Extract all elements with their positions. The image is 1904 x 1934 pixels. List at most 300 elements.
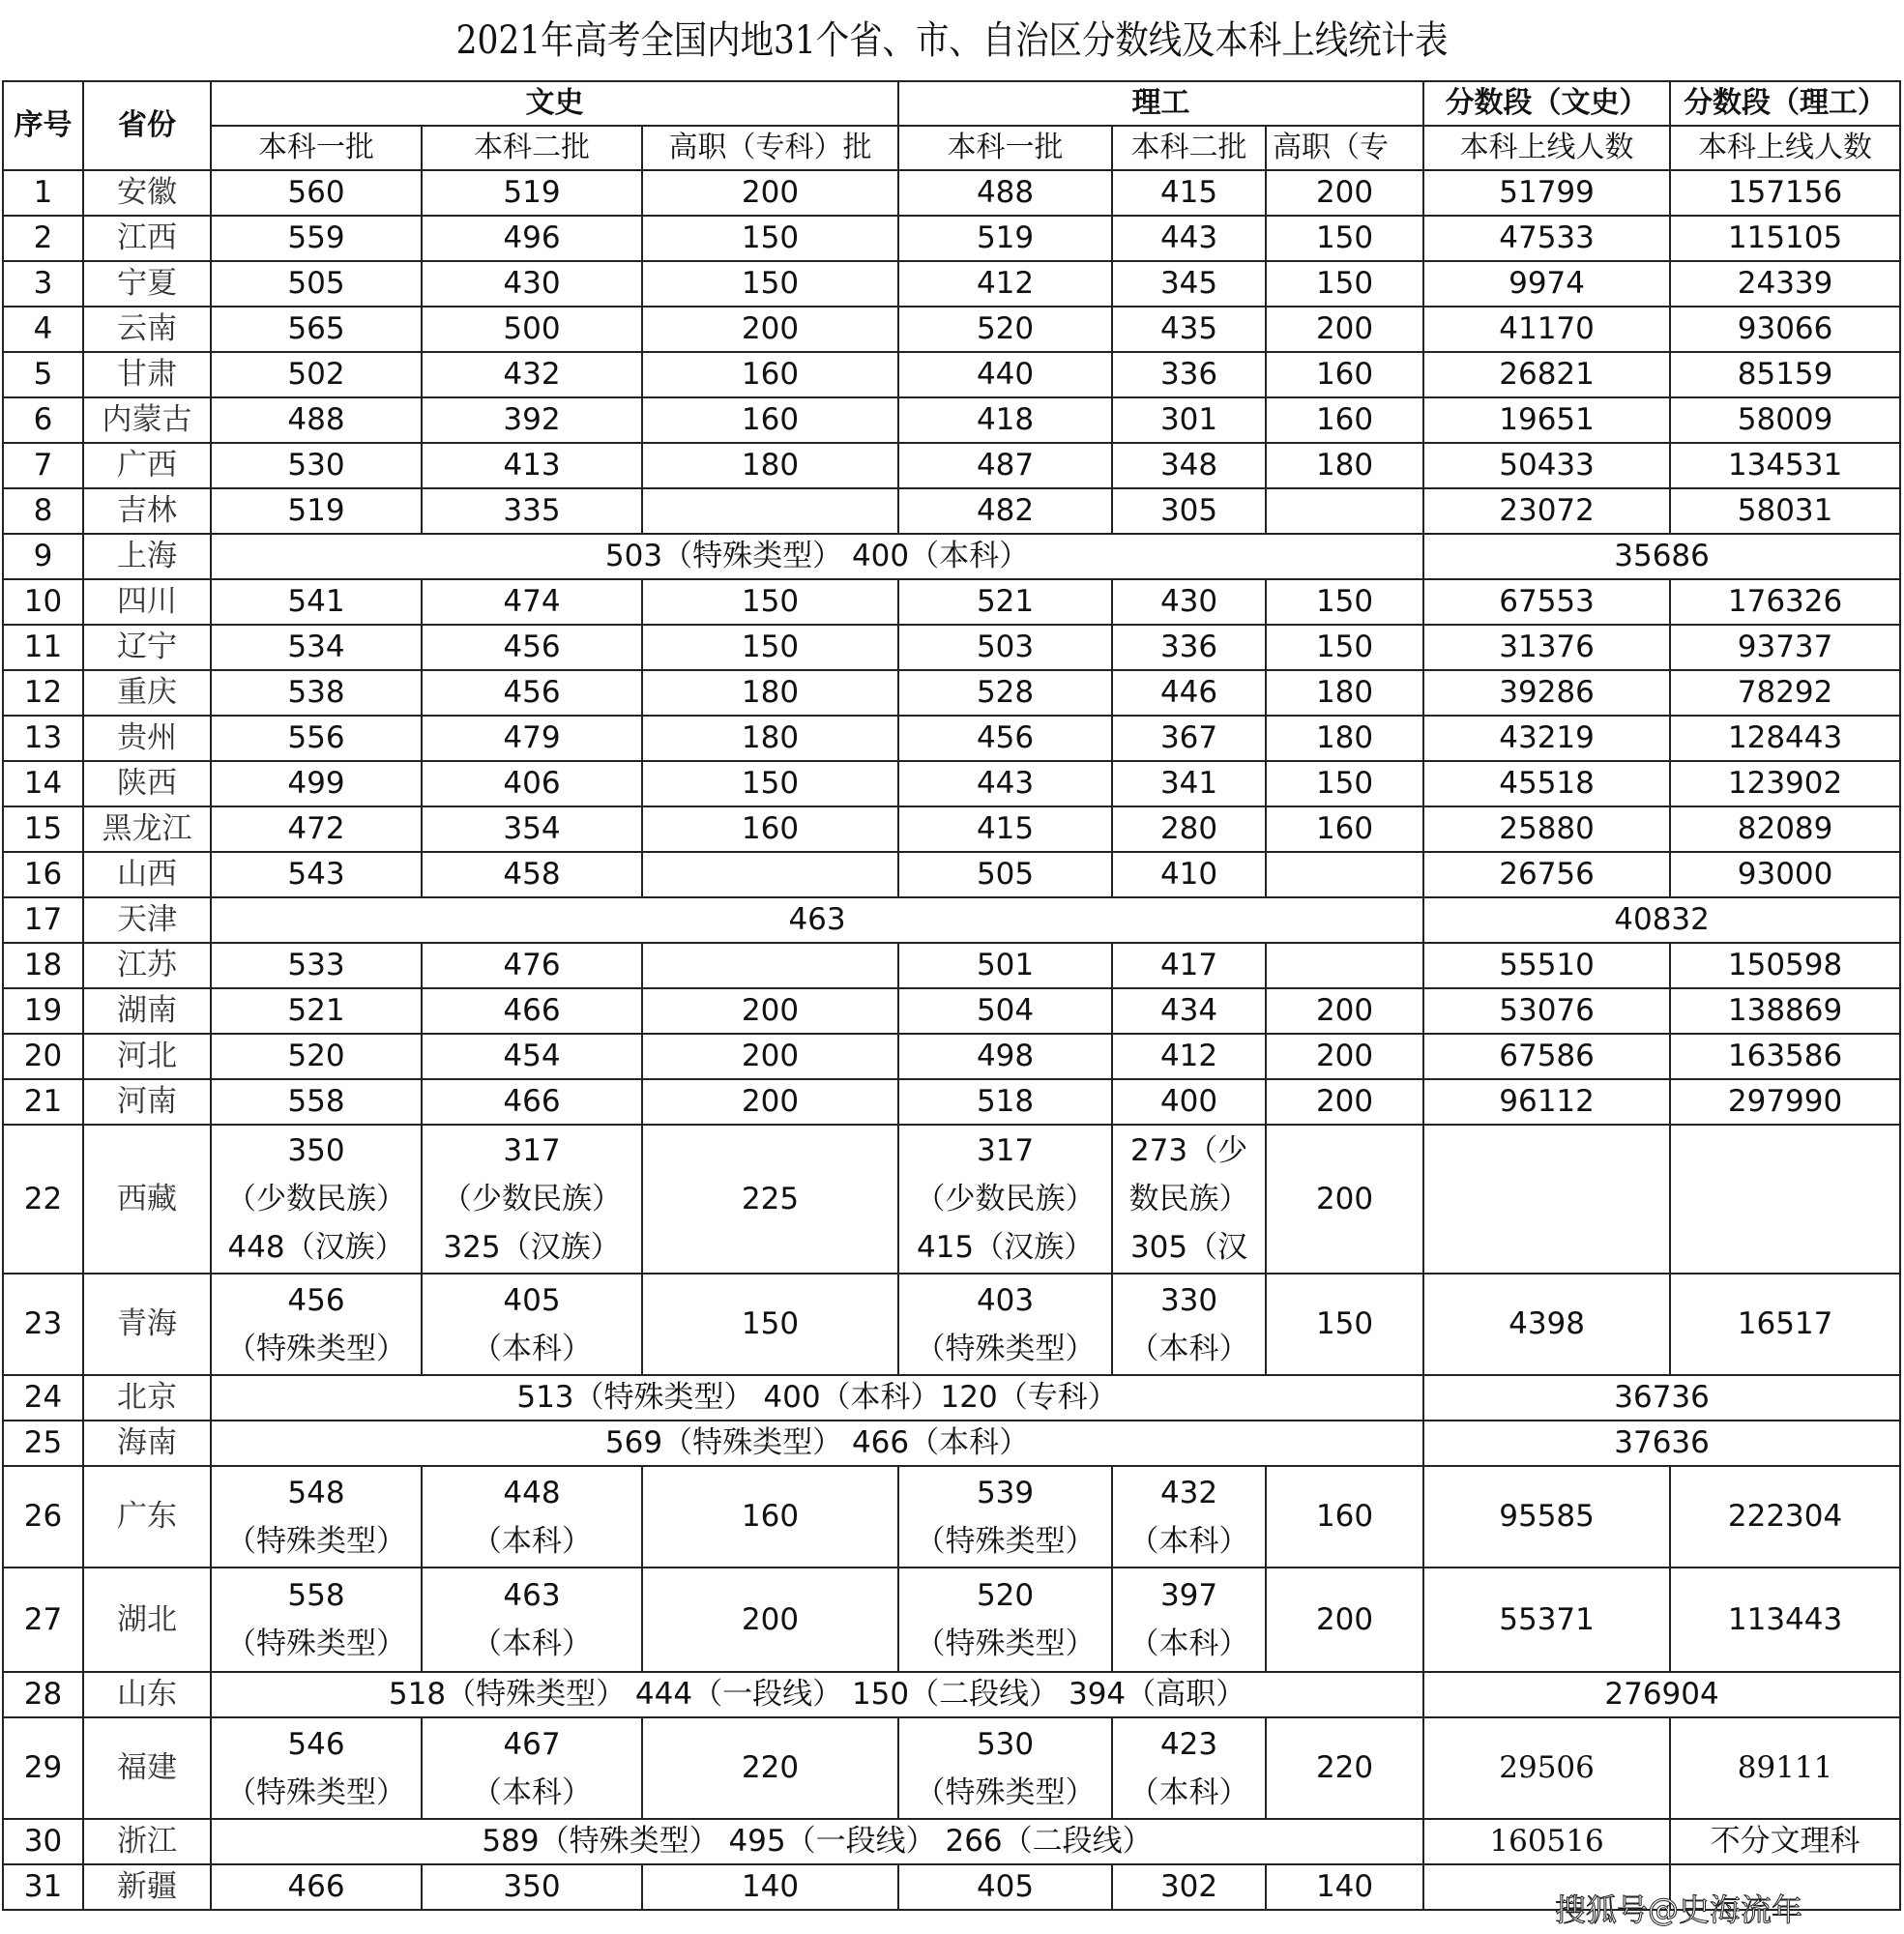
row-province: 广东 (83, 1466, 211, 1568)
row-ws-gaozhi: 160 (642, 1466, 898, 1568)
row-lg-batch2: 301 (1112, 397, 1266, 443)
row-ws-gaozhi: 200 (642, 170, 898, 216)
row-seq: 8 (3, 488, 83, 534)
row-ws-batch1: 543 (211, 852, 422, 897)
row-count-wenshi: 4398 (1423, 1274, 1670, 1375)
row-ws-batch1: 505 (211, 261, 422, 307)
row-count-ligong: 24339 (1670, 261, 1900, 307)
row-merged-count: 36736 (1423, 1375, 1900, 1421)
row-count-ligong: 150598 (1670, 943, 1900, 988)
row-lg-batch2 (1112, 1568, 1266, 1672)
row-lg-batch1: 412 (898, 261, 1112, 307)
table-row (3, 1568, 1900, 1672)
row-ws-gaozhi: 150 (642, 625, 898, 670)
row-count-ligong: 93737 (1670, 625, 1900, 670)
row-province: 上海 (83, 534, 211, 579)
row-lg-batch1: 443 (898, 761, 1112, 806)
row-lg-batch1: 487 (898, 443, 1112, 488)
row-lg-batch2-line: （本科） (1128, 1626, 1249, 1661)
row-lg-gaozhi: 200 (1266, 1568, 1423, 1672)
row-ws-batch2-line: （少数民族） (442, 1182, 622, 1216)
row-province: 吉林 (83, 488, 211, 534)
row-lg-batch2: 345 (1112, 261, 1266, 307)
row-seq: 11 (3, 625, 83, 670)
table-row (3, 988, 1900, 1034)
table-row (3, 352, 1900, 397)
row-ws-batch1-line: （特殊类型） (226, 1774, 406, 1810)
row-seq: 14 (3, 761, 83, 806)
table-row (3, 670, 1900, 716)
header-seq: 序号 (3, 81, 83, 170)
row-lg-gaozhi: 160 (1266, 397, 1423, 443)
row-lg-batch1: 482 (898, 488, 1112, 534)
row-lg-batch2: 341 (1112, 761, 1266, 806)
row-ws-batch1-line: （特殊类型） (226, 1523, 406, 1559)
row-province: 湖北 (83, 1568, 211, 1672)
row-ws-batch2: 406 (422, 761, 642, 806)
row-lg-batch1-line: （特殊类型） (915, 1626, 1096, 1661)
row-seq: 25 (3, 1421, 83, 1466)
row-lg-batch1: 418 (898, 397, 1112, 443)
row-merged-scores: 463 (211, 897, 1423, 943)
row-lg-gaozhi (1266, 943, 1423, 988)
row-lg-batch2: 435 (1112, 307, 1266, 352)
row-ws-batch2: 430 (422, 261, 642, 307)
row-count-wenshi: 39286 (1423, 670, 1670, 716)
row-ws-batch2: 392 (422, 397, 642, 443)
table-row (3, 761, 1900, 806)
row-lg-batch2: 305 (1112, 488, 1266, 534)
row-seq: 29 (3, 1717, 83, 1819)
row-lg-batch1: 456 (898, 716, 1112, 761)
row-count-ligong: 138869 (1670, 988, 1900, 1034)
row-seq: 5 (3, 352, 83, 397)
row-count-wenshi: 95585 (1423, 1466, 1670, 1568)
row-ws-batch1-line: 350 (287, 1133, 345, 1168)
row-seq: 19 (3, 988, 83, 1034)
row-province: 江西 (83, 216, 211, 261)
row-lg-gaozhi: 140 (1266, 1864, 1423, 1910)
row-seq: 31 (3, 1864, 83, 1910)
row-ws-batch2: 456 (422, 670, 642, 716)
row-ws-gaozhi: 150 (642, 761, 898, 806)
row-lg-gaozhi: 150 (1266, 761, 1423, 806)
table-row (3, 1034, 1900, 1079)
header-lg-count: 本科上线人数 (1670, 126, 1900, 170)
row-lg-batch2 (1112, 1274, 1266, 1375)
row-ws-gaozhi: 160 (642, 397, 898, 443)
row-lg-gaozhi: 220 (1266, 1717, 1423, 1819)
row-ws-batch1-line: 448（汉族） (227, 1230, 405, 1265)
row-lg-batch2-line: 273（少 (1129, 1133, 1248, 1168)
row-lg-batch2: 400 (1112, 1079, 1266, 1125)
row-count-ligong: 163586 (1670, 1034, 1900, 1079)
row-lg-gaozhi: 150 (1266, 625, 1423, 670)
row-lg-batch1: 528 (898, 670, 1112, 716)
row-ws-batch2: 476 (422, 943, 642, 988)
row-ws-batch1-line: 548 (287, 1475, 345, 1510)
row-count-ligong: 82089 (1670, 806, 1900, 852)
row-ws-batch1: 534 (211, 625, 422, 670)
header-lg-gaozhi: 高职（专 (1266, 126, 1423, 170)
table-row (3, 307, 1900, 352)
header-lg-batch1: 本科一批 (898, 126, 1112, 170)
row-count-ligong: 113443 (1670, 1568, 1900, 1672)
row-province: 海南 (83, 1421, 211, 1466)
row-count-wenshi: 41170 (1423, 307, 1670, 352)
row-lg-batch1: 503 (898, 625, 1112, 670)
row-province: 辽宁 (83, 625, 211, 670)
row-lg-batch1: 501 (898, 943, 1112, 988)
row-seq: 4 (3, 307, 83, 352)
row-province: 湖南 (83, 988, 211, 1034)
table-row (3, 261, 1900, 307)
header-ws-gaozhi: 高职（专科）批 (642, 126, 898, 170)
row-count-wenshi: 53076 (1423, 988, 1670, 1034)
row-lg-batch1: 518 (898, 1079, 1112, 1125)
row-lg-gaozhi: 150 (1266, 579, 1423, 625)
row-ws-batch2: 458 (422, 852, 642, 897)
row-seq: 10 (3, 579, 83, 625)
row-lg-gaozhi: 200 (1266, 988, 1423, 1034)
row-ws-batch2: 456 (422, 625, 642, 670)
row-lg-batch2: 410 (1112, 852, 1266, 897)
row-count-ligong: 93066 (1670, 307, 1900, 352)
row-ws-gaozhi: 180 (642, 443, 898, 488)
row-lg-gaozhi: 200 (1266, 1125, 1423, 1274)
row-province: 陕西 (83, 761, 211, 806)
row-lg-gaozhi: 200 (1266, 170, 1423, 216)
row-count-wenshi: 67586 (1423, 1034, 1670, 1079)
row-ws-batch2-line: 325（汉族） (443, 1230, 621, 1265)
row-province: 浙江 (83, 1819, 211, 1864)
row-lg-batch1-line: 539 (976, 1475, 1035, 1510)
table-body (3, 170, 1900, 1910)
row-lg-batch2 (1112, 1717, 1266, 1819)
row-ws-gaozhi (642, 852, 898, 897)
row-lg-batch2: 348 (1112, 443, 1266, 488)
table-row (3, 1421, 1900, 1466)
header-ligong: 理工 (898, 81, 1423, 126)
row-merged-count: 40832 (1423, 897, 1900, 943)
row-lg-batch1-line: （特殊类型） (915, 1774, 1096, 1810)
row-lg-gaozhi (1266, 488, 1423, 534)
row-lg-gaozhi: 150 (1266, 261, 1423, 307)
row-ws-batch2-line: （本科） (472, 1331, 592, 1366)
row-ws-gaozhi (642, 943, 898, 988)
row-ws-batch2: 519 (422, 170, 642, 216)
row-lg-batch1: 415 (898, 806, 1112, 852)
row-lg-batch2: 280 (1112, 806, 1266, 852)
row-merged-count: 37636 (1423, 1421, 1900, 1466)
row-ws-batch2 (422, 1466, 642, 1568)
row-ws-batch2 (422, 1717, 642, 1819)
table-row (3, 1274, 1900, 1375)
row-ws-batch1: 556 (211, 716, 422, 761)
row-lg-gaozhi: 180 (1266, 443, 1423, 488)
header-wenshi: 文史 (211, 81, 898, 126)
row-province: 甘肃 (83, 352, 211, 397)
row-ws-batch2-line: 467 (503, 1726, 561, 1762)
row-ws-batch2: 479 (422, 716, 642, 761)
row-lg-gaozhi: 200 (1266, 1079, 1423, 1125)
table-row (3, 1672, 1900, 1717)
row-lg-batch1: 519 (898, 216, 1112, 261)
row-ws-gaozhi: 140 (642, 1864, 898, 1910)
row-ws-batch1-line: 456 (287, 1282, 345, 1318)
row-lg-batch2-line: 397 (1159, 1578, 1218, 1613)
row-ws-gaozhi: 180 (642, 716, 898, 761)
row-lg-batch2: 434 (1112, 988, 1266, 1034)
row-count-wenshi: 51799 (1423, 170, 1670, 216)
row-ws-batch2: 413 (422, 443, 642, 488)
row-ws-batch1: 565 (211, 307, 422, 352)
row-ws-gaozhi: 200 (642, 1568, 898, 1672)
row-province: 青海 (83, 1274, 211, 1375)
row-province: 广西 (83, 443, 211, 488)
row-count-ligong: 89111 (1670, 1717, 1900, 1819)
row-seq: 30 (3, 1819, 83, 1864)
row-seq: 22 (3, 1125, 83, 1274)
row-count-ligong: 297990 (1670, 1079, 1900, 1125)
row-lg-batch2: 417 (1112, 943, 1266, 988)
row-province: 山东 (83, 1672, 211, 1717)
row-count-wenshi: 67553 (1423, 579, 1670, 625)
row-lg-batch1: 488 (898, 170, 1112, 216)
row-lg-batch2 (1112, 1466, 1266, 1568)
header-fsd-ligong: 分数段（理工） (1670, 81, 1900, 126)
row-count-wenshi: 29506 (1423, 1717, 1670, 1819)
row-ws-batch2: 496 (422, 216, 642, 261)
row-seq: 3 (3, 261, 83, 307)
row-province: 重庆 (83, 670, 211, 716)
row-count-ligong: 58009 (1670, 397, 1900, 443)
row-lg-batch2-line: 432 (1159, 1475, 1218, 1510)
row-lg-batch2 (1112, 1125, 1266, 1274)
row-ws-batch1-line: 546 (287, 1726, 345, 1762)
row-ws-batch1: 519 (211, 488, 422, 534)
row-ws-batch2: 474 (422, 579, 642, 625)
row-ws-gaozhi: 200 (642, 307, 898, 352)
row-lg-gaozhi: 160 (1266, 806, 1423, 852)
row-count-wenshi: 47533 (1423, 216, 1670, 261)
row-lg-batch2: 367 (1112, 716, 1266, 761)
row-count-ligong: 176326 (1670, 579, 1900, 625)
row-ws-batch1: 502 (211, 352, 422, 397)
row-ws-gaozhi (642, 488, 898, 534)
row-lg-batch2-line: 423 (1159, 1726, 1218, 1762)
row-ws-batch2-line: （本科） (472, 1626, 592, 1661)
row-ws-gaozhi: 220 (642, 1717, 898, 1819)
row-lg-batch1: 440 (898, 352, 1112, 397)
row-count-wenshi: 160516 (1423, 1819, 1670, 1864)
row-ws-batch1: 530 (211, 443, 422, 488)
row-merged-scores: 518（特殊类型） 444（一段线） 150（二段线） 394（高职） (211, 1672, 1423, 1717)
row-ws-batch2-line: （本科） (472, 1774, 592, 1810)
row-merged-count: 276904 (1423, 1672, 1900, 1717)
row-province: 福建 (83, 1717, 211, 1819)
row-lg-batch2: 446 (1112, 670, 1266, 716)
row-count-wenshi: 9974 (1423, 261, 1670, 307)
row-seq: 12 (3, 670, 83, 716)
header-lg-batch2: 本科二批 (1112, 126, 1266, 170)
row-ws-batch1: 558 (211, 1079, 422, 1125)
row-lg-gaozhi: 150 (1266, 216, 1423, 261)
row-ws-batch1-line: （特殊类型） (226, 1331, 406, 1366)
row-ws-batch2: 335 (422, 488, 642, 534)
row-count-wenshi (1423, 1125, 1670, 1274)
table-row (3, 443, 1900, 488)
row-lg-batch2: 336 (1112, 625, 1266, 670)
row-count-wenshi: 55510 (1423, 943, 1670, 988)
row-lg-batch2-line: （本科） (1128, 1331, 1249, 1366)
row-lg-batch1: 405 (898, 1864, 1112, 1910)
row-ws-batch2 (422, 1568, 642, 1672)
row-lg-gaozhi: 200 (1266, 1034, 1423, 1079)
row-count-ligong (1670, 1125, 1900, 1274)
row-lg-batch1 (898, 1274, 1112, 1375)
table-row (3, 534, 1900, 579)
row-lg-gaozhi: 150 (1266, 1274, 1423, 1375)
header-province: 省份 (83, 81, 211, 170)
row-count-wenshi: 23072 (1423, 488, 1670, 534)
row-lg-batch2: 430 (1112, 579, 1266, 625)
table-row (3, 1819, 1900, 1864)
row-ws-batch2: 500 (422, 307, 642, 352)
row-count-ligong: 128443 (1670, 716, 1900, 761)
row-ws-batch2: 466 (422, 1079, 642, 1125)
row-lg-gaozhi: 180 (1266, 670, 1423, 716)
row-ws-batch2: 432 (422, 352, 642, 397)
row-province: 西藏 (83, 1125, 211, 1274)
row-ws-batch2-line: （本科） (472, 1523, 592, 1559)
row-seq: 16 (3, 852, 83, 897)
row-ws-gaozhi: 200 (642, 1034, 898, 1079)
row-province: 内蒙古 (83, 397, 211, 443)
row-ws-batch1: 559 (211, 216, 422, 261)
table-row (3, 1079, 1900, 1125)
row-province: 贵州 (83, 716, 211, 761)
row-lg-batch2-line: （本科） (1128, 1523, 1249, 1559)
row-ws-batch1-line: （少数民族） (226, 1182, 406, 1216)
row-province: 四川 (83, 579, 211, 625)
row-count-ligong: 85159 (1670, 352, 1900, 397)
row-count-ligong: 222304 (1670, 1466, 1900, 1568)
row-ws-gaozhi: 150 (642, 1274, 898, 1375)
row-lg-batch1: 505 (898, 852, 1112, 897)
row-lg-batch1 (898, 1466, 1112, 1568)
row-lg-batch1: 521 (898, 579, 1112, 625)
row-count-ligong: 157156 (1670, 170, 1900, 216)
row-ws-gaozhi: 225 (642, 1125, 898, 1274)
table-row (3, 170, 1900, 216)
row-lg-batch1-line: 520 (976, 1578, 1035, 1613)
row-lg-batch1: 520 (898, 307, 1112, 352)
watermark: 搜狐号@史海流年 (1555, 1891, 1803, 1928)
row-ws-gaozhi: 150 (642, 216, 898, 261)
row-lg-batch1: 498 (898, 1034, 1112, 1079)
table-row (3, 852, 1900, 897)
header-ws-count: 本科上线人数 (1423, 126, 1670, 170)
row-ws-gaozhi: 180 (642, 670, 898, 716)
row-ws-batch2: 454 (422, 1034, 642, 1079)
row-ws-gaozhi: 200 (642, 988, 898, 1034)
row-lg-batch2: 415 (1112, 170, 1266, 216)
table-row (3, 1125, 1900, 1274)
row-lg-batch1-line: （特殊类型） (915, 1331, 1096, 1366)
row-seq: 1 (3, 170, 83, 216)
table-row (3, 943, 1900, 988)
row-province: 河北 (83, 1034, 211, 1079)
row-province: 黑龙江 (83, 806, 211, 852)
row-lg-batch1-line: 317 (976, 1133, 1035, 1168)
row-count-ligong: 134531 (1670, 443, 1900, 488)
row-lg-gaozhi: 180 (1266, 716, 1423, 761)
row-count-wenshi: 25880 (1423, 806, 1670, 852)
row-ws-batch1: 538 (211, 670, 422, 716)
row-seq: 15 (3, 806, 83, 852)
row-ws-batch2 (422, 1274, 642, 1375)
row-count-ligong: 78292 (1670, 670, 1900, 716)
row-province: 北京 (83, 1375, 211, 1421)
row-lg-batch2-line: 305（汉 (1129, 1230, 1248, 1265)
row-ws-batch1 (211, 1466, 422, 1568)
page-title: 2021年高考全国内地31个省、市、自治区分数线及本科上线统计表 (455, 18, 1449, 63)
row-lg-gaozhi: 200 (1266, 307, 1423, 352)
row-count-ligong: 16517 (1670, 1274, 1900, 1375)
row-ws-gaozhi: 200 (642, 1079, 898, 1125)
row-count-wenshi: 45518 (1423, 761, 1670, 806)
table-row (3, 1466, 1900, 1568)
row-lg-gaozhi: 160 (1266, 1466, 1423, 1568)
row-count-wenshi: 31376 (1423, 625, 1670, 670)
row-ws-batch1: 520 (211, 1034, 422, 1079)
row-lg-batch1-line: 530 (976, 1726, 1035, 1762)
row-ws-batch1: 533 (211, 943, 422, 988)
row-ws-batch1: 521 (211, 988, 422, 1034)
row-count-ligong: 93000 (1670, 852, 1900, 897)
row-lg-batch2-line: 数民族） (1128, 1182, 1249, 1216)
row-merged-count: 35686 (1423, 534, 1900, 579)
table-row (3, 1717, 1900, 1819)
row-ws-batch1: 541 (211, 579, 422, 625)
row-ws-batch2: 354 (422, 806, 642, 852)
row-count-wenshi: 50433 (1423, 443, 1670, 488)
row-seq: 23 (3, 1274, 83, 1375)
table-row (3, 488, 1900, 534)
row-seq: 24 (3, 1375, 83, 1421)
row-seq: 17 (3, 897, 83, 943)
row-count-wenshi: 19651 (1423, 397, 1670, 443)
row-lg-batch2-line: 330 (1159, 1282, 1218, 1318)
header-row-2 (3, 126, 1900, 170)
header-fsd-wenshi: 分数段（文史） (1423, 81, 1670, 126)
row-count-ligong: 不分文理科 (1670, 1819, 1900, 1864)
row-seq: 28 (3, 1672, 83, 1717)
row-ws-batch2-line: 448 (503, 1475, 561, 1510)
row-province: 新疆 (83, 1864, 211, 1910)
row-count-ligong: 115105 (1670, 216, 1900, 261)
row-lg-batch1 (898, 1717, 1112, 1819)
header-ws-batch1: 本科一批 (211, 126, 422, 170)
row-merged-scores: 503（特殊类型） 400（本科） (211, 534, 1423, 579)
row-lg-batch1-line: （少数民族） (915, 1182, 1096, 1216)
row-ws-batch1: 466 (211, 1864, 422, 1910)
row-lg-gaozhi: 160 (1266, 352, 1423, 397)
row-province: 云南 (83, 307, 211, 352)
row-ws-batch2-line: 405 (503, 1282, 561, 1318)
row-seq: 21 (3, 1079, 83, 1125)
